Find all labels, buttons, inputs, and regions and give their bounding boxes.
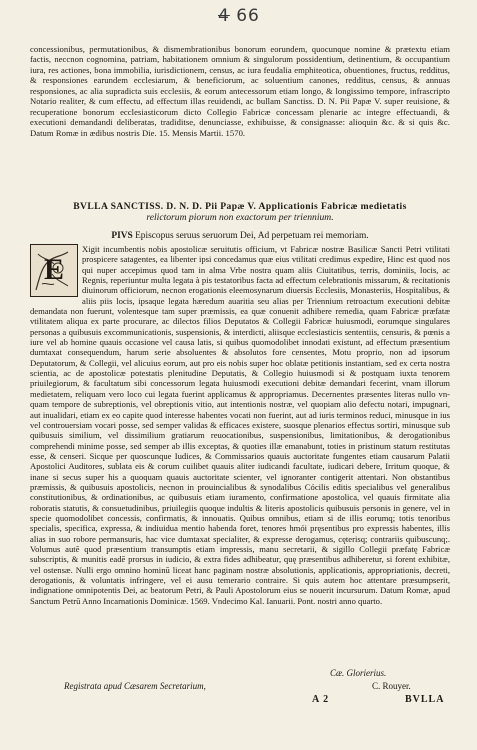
pius-salutation: [30, 231, 450, 242]
registration-note: Registrata apud Cæsarem Secretarium,: [64, 681, 206, 691]
signoff: Cæ. Glorierius.: [330, 668, 387, 678]
opening-paragraph: concessionibus, permutationibus, & dismembrationibus bonorum eorundem, quocunque nomine & prætextu etiam factis, neccnon cognomina, patriam, habitationem omnium & singulorum possidentium, detinentium, & occupantium iura, res actiones, bona immobilia, iurisdictionem, census, ac iura feudalia emphiteotica, obuentiones, fructus, redditus, & responsiones earundem ecclesiarum, & beneficiorum, ac soluentium canones, redditus, census, & annuas responsiones, ac alia supradicta suis ecclesiis, & eorum antecessorum etiam longo, & longissimo tempore, infrascripto Notario realiter, & cum effectu, ad effectum illas reuidendi, ac bullam Sanctiss. D. N. Pii Papæ V. super reuisione, & recuperatione bonorum ecclesiasticorum dicto Collegio Fabricæ concessam plenarie ac integre effectuandi, & executioni demandandi deliberatas, tradiditse, denunciasse, exhibuisse, & consignasse: alioquin &c. & si quis &c. Datum Romæ in ædibus nostris Die. 15. Mensis Martii. 1570.: [30, 44, 450, 138]
pius-text: Episcopus seruus seruorum Dei, Ad perpetuam rei memoriam.: [135, 231, 369, 241]
foliation-number: [218, 6, 260, 26]
decorated-initial-icon: [32, 246, 76, 295]
bull-subtitle: relictorum piorum non exactorum per triennium.: [146, 212, 334, 223]
decorated-initial: [30, 244, 78, 297]
pius-name: PIVS: [111, 231, 133, 241]
bull-body: [30, 244, 450, 606]
bull-body-text: Xigit incumbentis nobis apostolicæ seruitutis officium, vt Fabricæ nostræ Basilicæ Sancti Petri vtilitati prospicere satagentes, ea libenter ipsi concedamus quæ eius vtilitati credimus expedire, Hinc est quod nos qui nuper accepimus quod tam in alma Vrbe nostra quam aliis Ciuitatibus, terris, dominiis, locis, ac Regnis, reperiuntur multa legata à pis testatoribus facta ad effectum celebrationis missarum, & recitationis diuinorum officiorum, necnon erogationis eleemosynarum diuersis Ecclesiis, Monasteriis, Hospitalibus, & aliis piis locis, ipsaque legata hæredum auaritia seu alias per Triennium retroactum executioni debitæ demandata non fuerunt, volentesque tam super præmissis, ea quæ conuenit adhibere remedia, quam Fabricæ præfatæ vtilitatem aliqua ex parte procurare, ac dilectos filios Deputatos & Collegii Fabricæ huiusmodi, eorumque singulares personas a quibusuis excommunicationis, suspensionis, & interdicti, aliisque ecclesiasticis sententiis, censuris, & pœnis a iure vel ab homine quauis occasione vel causa latis, si quibus quomodolibet innodati existunt, ad effectum præsentium dumtaxat consequendum, harum serie absoluentes & absolutos fore censentes, Motu proprio, non ad ipsorum Deputatorum, & Collegii, vel alicuius eorum, aut pro eis nobis super hoc oblatæ petitionis instantiam, sed ex certa nostra scientia, ac de apostolicæ potestatis plenitudine Deputatis, & Collegio huiusmodi si & postquam iuxta tenorem priuilegiorum, & facultatum sibi concessorum legata huiusmodi executioni debitæ demandari fecerint, vnam illorum medietatem, reliquam vero loco cui legata fuerint applicamus & appropriamus. Decernentes præsentes literas nullo vnquam tempore de subreptionis, vel obreptionis vitio, aut intentionis nostræ, vel quopiam alio defectu notari, impugnari, aut inualidari, etiam ex eo capite quod interesse habentes vocati non fuerint, aut ad iuris terminos reduci, minusque in ius vel controuersiam vocari posse, sed semper validas & efficaces existere, suosque plenarios effectus sortiri, minusque sub quibusuis similium, vel dissimilium gratiarum reuocationibus, suspensionibus, limitationibus, & derogationibus comprehendi minime posse, sed semper ab illis exceptas, & quoties illæ emanabunt, toties in pristinum statum restitutas esse, & censeri. Sicque per quoscunque Iudices, & Commissarios quauis auctoritate fungentes etiam causarum Palatii Apostolici Auditores, sublata eis & corum cuilibet quauis aliter iudicandi facultate, iudicari debere, Irritum quoque, & inane si secus super his a quoquam quauis auctoritate scienter, vel ignoranter contigerit attentari. Non obstantibus præmissis, & quibusuis apostolicis, necnon in prouincialibus & synodalibus Cócilis editis specialibus vel generalibus constitutionibus, & ordinationibus, ac quibusuis etiam iuramento, confirmatione apostolica, vel quauis firmitate alia roboratis statutis, & consuetudinibus, priuilegiis quoque indultis & literis apostolicis quibusuis personis in genere, vel in specie quomodolibet concessis, confirmatis, & innouatis. Quibus omnibus, etiam si de illis eorumq; totis tenoribus specialis, specifica, expressa, & indiuidua mentio habenda foret, tenores hmói pręsentibus pro expressis habentes, illis alias in suo robore permansuris, hac vice dumtaxat specialiter, & expresse derogamus, cęterisq; contrariis quibuscunq;. Volumus autē quod præsentium transumptis etiam impressis, manu secretarii, & sigillo Collegii præfatę Fabricæ subscriptis, & munitis eadē prorsus in iudicio, & extra fides adhibeatur, quę præsentibus adhiberetur, si forent exhibitæ, vel ostensæ. Nulli ergo omnino hominū liceat hanc paginam nostræ absolutionis, applicationis, appropriationis, decreti, derogationis, & voluntatis infringere, vel ei ausu temerario contraire. Si quis autem hoc attentare præsumpserit, indignatione omnipotentis Dei, ac beatorum Petri, & Pauli Apostolorum eius se nouerit incursurum. Datum Romæ, apud Sanctum Petrū Anno Incarnationis Dominicæ. 1569. Vndecimo Kal. Ianuarii. Pont. nostri anno quarto.: [30, 244, 450, 606]
foliation-struck-digit: 4: [218, 6, 230, 26]
signature-mark: A 2: [312, 694, 330, 705]
initial-letter: E: [43, 253, 65, 286]
registrar-name: C. Rouyer.: [372, 681, 411, 691]
bull-title: BVLLA SANCTISS. D. N. D. Pii Papæ V. Applicationis Fabricæ medietatis: [73, 201, 407, 212]
bull-heading: [30, 201, 450, 223]
catchword: BVLLA: [405, 694, 445, 705]
foliation-digits: 66: [236, 6, 260, 26]
